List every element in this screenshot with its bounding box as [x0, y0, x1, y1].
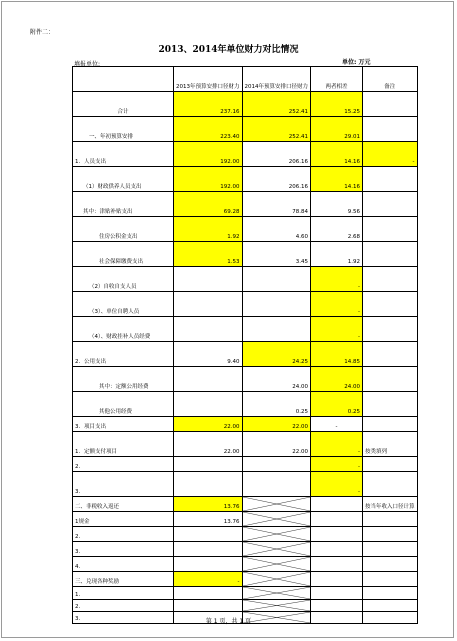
header-2013: 2013年预算安排口径财力 [174, 67, 243, 92]
cross-mark-icon [243, 497, 311, 511]
table-row [73, 192, 418, 217]
row-label [73, 242, 174, 267]
value-2014: 252.41 [242, 92, 311, 117]
value-diff: - [311, 432, 363, 457]
value-note [363, 92, 418, 117]
row-label [73, 267, 174, 292]
value-note [363, 317, 418, 342]
value-2014: 24.25 [242, 342, 311, 367]
row-label-text: 住房公积金支出 [99, 234, 138, 240]
row-label: 2． [73, 600, 174, 612]
table-row [73, 392, 418, 417]
row-label: 2．公用支出 [73, 342, 174, 367]
value-diff: 14.16 [311, 167, 363, 192]
table-row [73, 92, 418, 117]
currency-unit-label: 单位: 万元 [342, 59, 371, 66]
table-row [73, 512, 418, 527]
row-label: 2． [73, 527, 174, 542]
row-label [73, 117, 174, 142]
value-2013: 237.16 [174, 92, 243, 117]
value-2013: 22.00 [174, 417, 243, 432]
value-diff: - [311, 317, 363, 342]
value-diff [311, 497, 363, 512]
value-2014: 24.00 [242, 367, 311, 392]
header-note: 备注 [363, 67, 418, 92]
value-2014: 252.41 [242, 117, 311, 142]
value-diff: 9.56 [311, 192, 363, 217]
table-row [73, 472, 418, 497]
value-diff: 29.01 [311, 117, 363, 142]
value-note [363, 167, 418, 192]
row-label [73, 292, 174, 317]
row-label [73, 167, 174, 192]
value-2014: 206.16 [242, 167, 311, 192]
value-diff: 15.25 [311, 92, 363, 117]
value-note [363, 367, 418, 392]
table-row [73, 292, 418, 317]
value-note [363, 117, 418, 142]
value-2014: 22.00 [242, 432, 311, 457]
value-diff: 14.85 [311, 342, 363, 367]
table-row [73, 557, 418, 572]
row-label: 3． [73, 542, 174, 557]
crossed-cell-2014 [242, 527, 311, 542]
table-row [73, 542, 418, 557]
table-row [73, 457, 418, 472]
row-label-text: 其中：津贴补贴支出 [83, 209, 133, 215]
row-label: 3．项目支出 [73, 417, 174, 432]
value-note [363, 527, 418, 542]
row-label-text: （3）、单位自聘人员 [89, 309, 140, 315]
value-2014: 78.84 [242, 192, 311, 217]
header-item-cell [73, 67, 174, 92]
table-header-row [73, 67, 418, 92]
row-label [73, 317, 174, 342]
table-row [73, 600, 418, 612]
value-2013 [174, 600, 243, 612]
table-row [73, 217, 418, 242]
cross-mark-icon [243, 572, 311, 586]
row-label: 三、兑现各种奖励 [73, 572, 174, 587]
value-diff: 1.92 [311, 242, 363, 267]
row-label-text: 其中：定额公用经费 [99, 384, 149, 390]
value-note [363, 292, 418, 317]
filler-unit-label: 填报单位: [74, 61, 101, 68]
value-diff: 2.68 [311, 217, 363, 242]
value-2014: 3.45 [242, 242, 311, 267]
crossed-cell-2014 [242, 587, 311, 600]
table-row [73, 342, 418, 367]
value-2013 [174, 392, 243, 417]
value-2014: 206.16 [242, 142, 311, 167]
row-label [73, 367, 174, 392]
cross-mark-icon [243, 512, 311, 526]
row-label: 1． [73, 587, 174, 600]
row-label-text: （1）财政供养人员支出 [83, 184, 142, 190]
value-diff: - [311, 472, 363, 497]
value-2014 [242, 267, 311, 292]
table-row [73, 267, 418, 292]
value-note [363, 417, 418, 432]
value-2013: 192.00 [174, 167, 243, 192]
crossed-cell-2014 [242, 557, 311, 572]
row-label-text: 其他公用经费 [99, 409, 133, 415]
row-label [73, 192, 174, 217]
row-label: 1．定额支付项目 [73, 432, 174, 457]
value-diff: - [311, 457, 363, 472]
value-2013: 22.00 [174, 432, 243, 457]
value-note [363, 572, 418, 587]
row-label-text: 社会保障缴费支出 [99, 259, 144, 265]
value-2014 [242, 317, 311, 342]
value-2013 [174, 527, 243, 542]
crossed-cell-2014 [242, 572, 311, 587]
value-note [363, 472, 418, 497]
value-note [363, 267, 418, 292]
value-2014 [242, 292, 311, 317]
table-row [73, 497, 418, 512]
value-2013: 1.92 [174, 217, 243, 242]
table-row [73, 587, 418, 600]
value-diff: 24.00 [311, 367, 363, 392]
value-diff: - [311, 292, 363, 317]
row-label-text: （2）自收自支人员 [89, 284, 137, 290]
value-2013 [174, 457, 243, 472]
row-label-text: （4）、财政挂补人员经费 [89, 334, 151, 340]
row-label: 3． [73, 612, 174, 624]
table-row [73, 142, 418, 167]
value-2013 [174, 267, 243, 292]
table-row [73, 572, 418, 587]
crossed-cell-2014 [242, 542, 311, 557]
header-diff: 两者相差 [311, 67, 363, 92]
value-2013 [174, 557, 243, 572]
value-note: - [363, 142, 418, 167]
value-2014: 22.00 [242, 417, 311, 432]
value-2013 [174, 367, 243, 392]
value-2013 [174, 542, 243, 557]
value-2014: 4.60 [242, 217, 311, 242]
value-2013 [174, 317, 243, 342]
value-diff: 14.16 [311, 142, 363, 167]
value-diff: 0.25 [311, 392, 363, 417]
cross-mark-icon [243, 527, 311, 541]
value-diff [311, 587, 363, 600]
row-label: 3． [73, 472, 174, 497]
value-2013: 1.53 [174, 242, 243, 267]
value-diff: - [311, 417, 363, 432]
row-label [73, 392, 174, 417]
page-title: 2013、2014年单位财力对比情况 [158, 45, 299, 55]
value-note [363, 457, 418, 472]
value-diff [311, 527, 363, 542]
attachment-label: 附件二： [30, 29, 55, 36]
page-footer: 第 1 页，共 1 页 [205, 618, 252, 625]
value-2013: 69.28 [174, 192, 243, 217]
value-diff [311, 600, 363, 612]
table-row [73, 432, 418, 457]
value-note [363, 242, 418, 267]
value-diff [311, 572, 363, 587]
row-label: 二、非税收入返还 [73, 497, 174, 512]
value-note [363, 392, 418, 417]
value-2014: 0.25 [242, 392, 311, 417]
value-2013 [174, 292, 243, 317]
value-2014 [242, 457, 311, 472]
value-note [363, 217, 418, 242]
value-2013: 223.40 [174, 117, 243, 142]
cross-mark-icon [243, 542, 311, 556]
value-2014 [242, 472, 311, 497]
header-2014: 2014年预算安排口径财力 [242, 67, 311, 92]
value-note: 按类填列 [363, 432, 418, 457]
cross-mark-icon [243, 587, 311, 599]
value-2013 [174, 472, 243, 497]
value-note [363, 342, 418, 367]
table-row [73, 417, 418, 432]
row-label [73, 217, 174, 242]
crossed-cell-2014 [242, 600, 311, 612]
value-2013: 13.76 [174, 497, 243, 512]
value-2013: 192.00 [174, 142, 243, 167]
value-diff [311, 557, 363, 572]
value-2013 [174, 587, 243, 600]
cross-mark-icon [243, 600, 311, 611]
table-row [73, 317, 418, 342]
table-row [73, 167, 418, 192]
row-label: 合计 [73, 92, 174, 117]
value-diff [311, 542, 363, 557]
table-row [73, 242, 418, 267]
value-note [363, 192, 418, 217]
value-diff [311, 512, 363, 527]
finance-comparison-table [72, 66, 418, 624]
cross-mark-icon [243, 557, 311, 571]
table-row [73, 117, 418, 142]
value-note [363, 600, 418, 612]
crossed-cell-2014 [242, 497, 311, 512]
value-note: 按当年收入口径计算 [363, 497, 418, 512]
value-diff: - [311, 267, 363, 292]
row-label-text: 一、年初预算安排 [89, 134, 134, 140]
row-label: 1规金 [73, 512, 174, 527]
value-note [363, 587, 418, 600]
row-label: 4． [73, 557, 174, 572]
crossed-cell-2014 [242, 512, 311, 527]
row-label: 1．人员支出 [73, 142, 174, 167]
table-row [73, 367, 418, 392]
row-label: 2． [73, 457, 174, 472]
value-2013: 13.76 [174, 512, 243, 527]
value-note [363, 512, 418, 527]
value-note [363, 542, 418, 557]
value-note [363, 557, 418, 572]
value-2013: - [174, 572, 243, 587]
value-2013: 9.40 [174, 342, 243, 367]
table-row [73, 527, 418, 542]
